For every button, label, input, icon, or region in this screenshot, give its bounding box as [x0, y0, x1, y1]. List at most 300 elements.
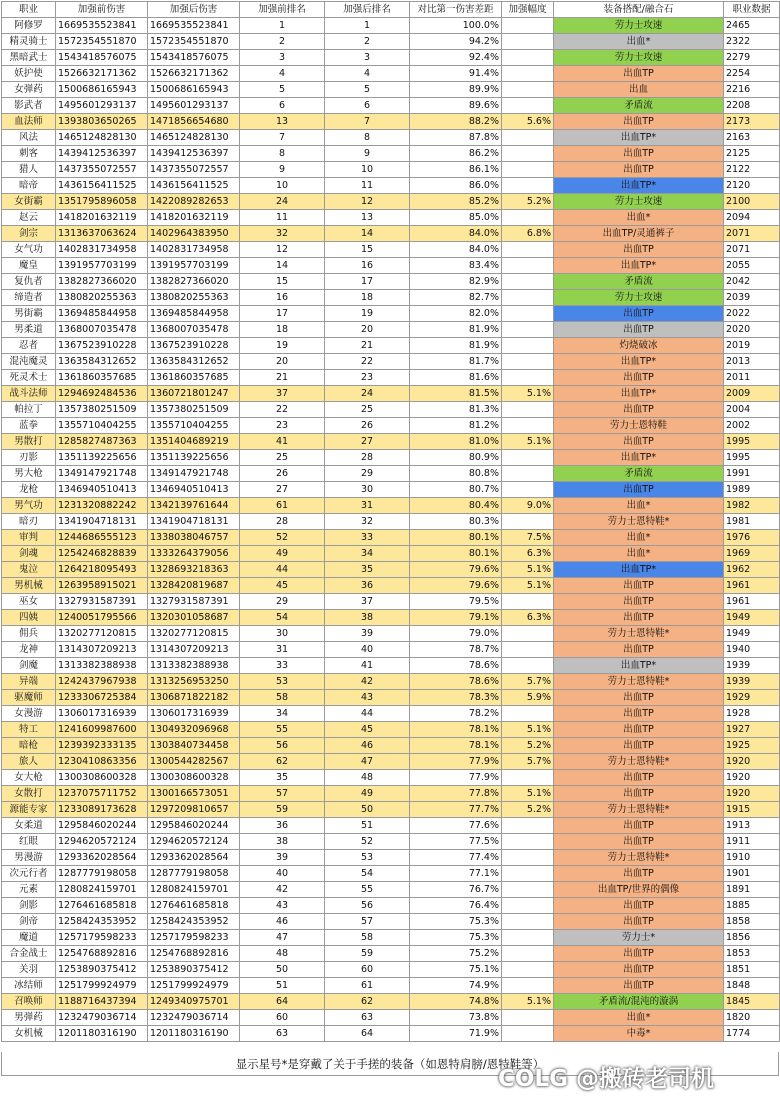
cell-equipment: 出血TP [554, 946, 724, 962]
cell-buff-percent [502, 978, 554, 994]
cell-damage-after: 1418201632119 [148, 210, 240, 226]
cell-gap-to-first: 75.2% [410, 946, 502, 962]
cell-buff-percent [502, 290, 554, 306]
cell-rank-before: 59 [240, 802, 325, 818]
cell-class: 赵云 [2, 210, 56, 226]
table-row [2, 434, 780, 450]
cell-class-score: 2465 [724, 18, 780, 34]
cell-damage-after: 1313382388938 [148, 658, 240, 674]
cell-class: 刺客 [2, 146, 56, 162]
cell-gap-to-first: 79.0% [410, 626, 502, 642]
cell-equipment: 出血TP [554, 162, 724, 178]
cell-gap-to-first: 80.8% [410, 466, 502, 482]
cell-equipment: 出血TP* [554, 450, 724, 466]
cell-equipment: 劳力士恩特鞋* [554, 754, 724, 770]
cell-damage-after: 1543418576075 [148, 50, 240, 66]
cell-rank-before: 3 [240, 50, 325, 66]
cell-equipment: 劳力士攻速 [554, 50, 724, 66]
cell-gap-to-first: 79.6% [410, 578, 502, 594]
cell-rank-after: 4 [325, 66, 410, 82]
cell-class: 红眼 [2, 834, 56, 850]
cell-damage-before: 1314307209213 [56, 642, 148, 658]
cell-rank-after: 52 [325, 834, 410, 850]
cell-class-score: 2163 [724, 130, 780, 146]
cell-equipment: 出血TP [554, 978, 724, 994]
header-gap-to-first: 对比第一伤害差距 [410, 2, 502, 18]
cell-damage-after: 1300544282567 [148, 754, 240, 770]
cell-class-score: 1939 [724, 658, 780, 674]
cell-damage-before: 1264218095493 [56, 562, 148, 578]
cell-class-score: 2002 [724, 418, 780, 434]
cell-damage-before: 1233089173628 [56, 802, 148, 818]
cell-damage-after: 1303840734458 [148, 738, 240, 754]
cell-gap-to-first: 86.0% [410, 178, 502, 194]
cell-gap-to-first: 91.4% [410, 66, 502, 82]
cell-rank-after: 10 [325, 162, 410, 178]
cell-rank-after: 36 [325, 578, 410, 594]
cell-gap-to-first: 85.0% [410, 210, 502, 226]
cell-class-score: 2216 [724, 82, 780, 98]
table-row [2, 850, 780, 866]
cell-gap-to-first: 74.9% [410, 978, 502, 994]
header-buff-percent: 加强幅度 [502, 2, 554, 18]
cell-buff-percent [502, 162, 554, 178]
table-row [2, 354, 780, 370]
cell-equipment: 劳力士恩特鞋* [554, 802, 724, 818]
cell-equipment: 出血TP [554, 242, 724, 258]
cell-gap-to-first: 73.8% [410, 1010, 502, 1026]
cell-class-score: 1961 [724, 578, 780, 594]
cell-rank-after: 23 [325, 370, 410, 386]
cell-damage-before: 1363584312652 [56, 354, 148, 370]
cell-equipment: 出血* [554, 546, 724, 562]
watermark: COLG @搬砖老司机 [498, 1066, 714, 1092]
cell-class: 女散打 [2, 786, 56, 802]
cell-class-score: 2322 [724, 34, 780, 50]
cell-rank-before: 54 [240, 610, 325, 626]
cell-rank-before: 56 [240, 738, 325, 754]
cell-buff-percent: 5.1% [502, 386, 554, 402]
cell-equipment: 出血TP [554, 770, 724, 786]
cell-rank-before: 28 [240, 514, 325, 530]
cell-damage-before: 1369485844958 [56, 306, 148, 322]
cell-rank-after: 28 [325, 450, 410, 466]
cell-rank-after: 26 [325, 418, 410, 434]
cell-rank-after: 63 [325, 1010, 410, 1026]
table-row [2, 50, 780, 66]
cell-equipment: 出血TP [554, 834, 724, 850]
cell-gap-to-first: 89.9% [410, 82, 502, 98]
cell-gap-to-first: 88.2% [410, 114, 502, 130]
cell-rank-after: 55 [325, 882, 410, 898]
cell-rank-after: 57 [325, 914, 410, 930]
cell-buff-percent: 7.5% [502, 530, 554, 546]
cell-class: 次元行者 [2, 866, 56, 882]
cell-rank-before: 6 [240, 98, 325, 114]
cell-class-score: 1910 [724, 850, 780, 866]
cell-rank-before: 61 [240, 498, 325, 514]
cell-damage-before: 1393803650265 [56, 114, 148, 130]
cell-damage-before: 1320277120815 [56, 626, 148, 642]
cell-gap-to-first: 76.4% [410, 898, 502, 914]
cell-buff-percent [502, 594, 554, 610]
cell-gap-to-first: 81.6% [410, 370, 502, 386]
cell-buff-percent [502, 1010, 554, 1026]
cell-equipment: 出血TP* [554, 258, 724, 274]
cell-rank-after: 41 [325, 658, 410, 674]
cell-damage-before: 1349147921748 [56, 466, 148, 482]
cell-damage-before: 1254768892816 [56, 946, 148, 962]
cell-damage-after: 1254768892816 [148, 946, 240, 962]
cell-rank-before: 40 [240, 866, 325, 882]
cell-gap-to-first: 80.3% [410, 514, 502, 530]
cell-class-score: 2013 [724, 354, 780, 370]
cell-rank-after: 59 [325, 946, 410, 962]
cell-equipment: 出血TP [554, 594, 724, 610]
cell-gap-to-first: 89.6% [410, 98, 502, 114]
cell-class-score: 2011 [724, 370, 780, 386]
ranking-table [1, 1, 780, 1042]
cell-class: 男柔道 [2, 322, 56, 338]
cell-rank-after: 3 [325, 50, 410, 66]
cell-buff-percent: 5.1% [502, 722, 554, 738]
cell-damage-after: 1341904718131 [148, 514, 240, 530]
cell-class-score: 1995 [724, 434, 780, 450]
cell-rank-before: 25 [240, 450, 325, 466]
cell-equipment: 出血TP [554, 818, 724, 834]
cell-rank-before: 9 [240, 162, 325, 178]
cell-class: 源能专家 [2, 802, 56, 818]
cell-buff-percent [502, 258, 554, 274]
cell-buff-percent: 5.2% [502, 194, 554, 210]
cell-rank-after: 2 [325, 34, 410, 50]
cell-damage-after: 1313256953250 [148, 674, 240, 690]
cell-buff-percent [502, 658, 554, 674]
table-row [2, 34, 780, 50]
cell-damage-after: 1300308600328 [148, 770, 240, 786]
cell-rank-after: 45 [325, 722, 410, 738]
cell-gap-to-first: 81.9% [410, 338, 502, 354]
cell-class-score: 1885 [724, 898, 780, 914]
cell-equipment: 劳力士攻速 [554, 18, 724, 34]
cell-class-score: 2055 [724, 258, 780, 274]
cell-class-score: 2042 [724, 274, 780, 290]
cell-buff-percent [502, 1026, 554, 1042]
cell-rank-before: 41 [240, 434, 325, 450]
cell-gap-to-first: 77.5% [410, 834, 502, 850]
table-row [2, 146, 780, 162]
table-row [2, 786, 780, 802]
cell-rank-before: 27 [240, 482, 325, 498]
cell-rank-after: 54 [325, 866, 410, 882]
cell-buff-percent [502, 946, 554, 962]
cell-buff-percent: 5.1% [502, 578, 554, 594]
cell-damage-after: 1402831734958 [148, 242, 240, 258]
cell-rank-before: 48 [240, 946, 325, 962]
cell-buff-percent [502, 306, 554, 322]
cell-equipment: 劳力士攻速 [554, 290, 724, 306]
cell-buff-percent [502, 642, 554, 658]
cell-rank-before: 37 [240, 386, 325, 402]
cell-buff-percent [502, 818, 554, 834]
table-row [2, 418, 780, 434]
cell-damage-before: 1368007035478 [56, 322, 148, 338]
cell-damage-before: 1351795896058 [56, 194, 148, 210]
cell-class: 暗枪 [2, 738, 56, 754]
cell-class-score: 1929 [724, 690, 780, 706]
cell-class-score: 1856 [724, 930, 780, 946]
cell-equipment: 出血TP [554, 146, 724, 162]
cell-class: 混沌魔灵 [2, 354, 56, 370]
table-row [2, 258, 780, 274]
table-row [2, 194, 780, 210]
cell-equipment: 出血TP* [554, 178, 724, 194]
cell-class-score: 1927 [724, 722, 780, 738]
cell-equipment: 出血TP [554, 306, 724, 322]
cell-buff-percent [502, 402, 554, 418]
cell-rank-before: 4 [240, 66, 325, 82]
cell-class-score: 2071 [724, 226, 780, 242]
cell-equipment: 出血* [554, 34, 724, 50]
cell-rank-before: 47 [240, 930, 325, 946]
cell-damage-before: 1543418576075 [56, 50, 148, 66]
cell-rank-after: 48 [325, 770, 410, 786]
cell-damage-after: 1495601293137 [148, 98, 240, 114]
table-row [2, 562, 780, 578]
cell-gap-to-first: 78.6% [410, 674, 502, 690]
cell-class: 合金战士 [2, 946, 56, 962]
cell-class: 冰结师 [2, 978, 56, 994]
cell-rank-before: 50 [240, 962, 325, 978]
table-row [2, 658, 780, 674]
cell-damage-before: 1230410863356 [56, 754, 148, 770]
cell-equipment: 出血TP [554, 898, 724, 914]
cell-buff-percent [502, 514, 554, 530]
cell-rank-before: 14 [240, 258, 325, 274]
cell-class-score: 2004 [724, 402, 780, 418]
cell-rank-before: 12 [240, 242, 325, 258]
cell-equipment: 矛盾流 [554, 466, 724, 482]
cell-equipment: 出血TP [554, 690, 724, 706]
cell-damage-after: 1258424353952 [148, 914, 240, 930]
cell-damage-after: 1314307209213 [148, 642, 240, 658]
cell-buff-percent [502, 706, 554, 722]
cell-gap-to-first: 74.8% [410, 994, 502, 1010]
cell-gap-to-first: 77.9% [410, 754, 502, 770]
cell-damage-before: 1327931587391 [56, 594, 148, 610]
table-row [2, 482, 780, 498]
cell-rank-after: 64 [325, 1026, 410, 1042]
table-row [2, 530, 780, 546]
cell-equipment: 出血TP* [554, 386, 724, 402]
cell-buff-percent [502, 98, 554, 114]
cell-class-score: 2094 [724, 210, 780, 226]
cell-damage-before: 1287779198058 [56, 866, 148, 882]
cell-damage-before: 1280824159701 [56, 882, 148, 898]
cell-equipment: 出血TP [554, 322, 724, 338]
cell-rank-after: 8 [325, 130, 410, 146]
cell-damage-after: 1328693218363 [148, 562, 240, 578]
cell-class: 男漫游 [2, 850, 56, 866]
cell-class: 男大枪 [2, 466, 56, 482]
cell-damage-after: 1363584312652 [148, 354, 240, 370]
cell-rank-before: 32 [240, 226, 325, 242]
cell-rank-after: 40 [325, 642, 410, 658]
cell-buff-percent [502, 50, 554, 66]
cell-damage-before: 1233306725384 [56, 690, 148, 706]
cell-class: 死灵术士 [2, 370, 56, 386]
cell-buff-percent [502, 770, 554, 786]
cell-rank-after: 60 [325, 962, 410, 978]
cell-rank-after: 38 [325, 610, 410, 626]
cell-buff-percent [502, 66, 554, 82]
table-row [2, 706, 780, 722]
table-row [2, 290, 780, 306]
cell-buff-percent [502, 322, 554, 338]
table-row [2, 866, 780, 882]
table-row [2, 610, 780, 626]
table-row [2, 402, 780, 418]
cell-equipment: 出血TP [554, 578, 724, 594]
table-row [2, 770, 780, 786]
cell-rank-after: 29 [325, 466, 410, 482]
cell-gap-to-first: 76.7% [410, 882, 502, 898]
cell-damage-after: 1357380251509 [148, 402, 240, 418]
cell-rank-after: 16 [325, 258, 410, 274]
cell-damage-before: 1306017316939 [56, 706, 148, 722]
cell-rank-before: 29 [240, 594, 325, 610]
table-row [2, 306, 780, 322]
cell-rank-after: 6 [325, 98, 410, 114]
cell-gap-to-first: 77.1% [410, 866, 502, 882]
cell-class-score: 2100 [724, 194, 780, 210]
cell-buff-percent [502, 146, 554, 162]
cell-rank-before: 53 [240, 674, 325, 690]
cell-equipment: 矛盾流 [554, 274, 724, 290]
cell-damage-after: 1380820255363 [148, 290, 240, 306]
cell-gap-to-first: 77.6% [410, 818, 502, 834]
cell-equipment: 出血TP [554, 402, 724, 418]
cell-class-score: 1969 [724, 546, 780, 562]
cell-buff-percent [502, 210, 554, 226]
cell-class-score: 2009 [724, 386, 780, 402]
cell-buff-percent: 5.2% [502, 738, 554, 754]
cell-gap-to-first: 84.0% [410, 226, 502, 242]
cell-damage-before: 1436156411525 [56, 178, 148, 194]
cell-damage-after: 1439412536397 [148, 146, 240, 162]
cell-gap-to-first: 78.2% [410, 706, 502, 722]
cell-rank-after: 34 [325, 546, 410, 562]
table-row [2, 1010, 780, 1026]
table-row [2, 178, 780, 194]
cell-rank-after: 21 [325, 338, 410, 354]
header-class-score: 职业数据 [724, 2, 780, 18]
table-row [2, 962, 780, 978]
cell-buff-percent: 5.1% [502, 434, 554, 450]
cell-rank-before: 60 [240, 1010, 325, 1026]
cell-gap-to-first: 79.1% [410, 610, 502, 626]
cell-class-score: 2020 [724, 322, 780, 338]
cell-gap-to-first: 78.1% [410, 722, 502, 738]
cell-equipment: 出血* [554, 1010, 724, 1026]
cell-damage-after: 1436156411525 [148, 178, 240, 194]
cell-class: 男气功 [2, 498, 56, 514]
cell-gap-to-first: 82.0% [410, 306, 502, 322]
table-row [2, 370, 780, 386]
cell-buff-percent: 5.7% [502, 674, 554, 690]
cell-rank-after: 62 [325, 994, 410, 1010]
cell-class-score: 1920 [724, 786, 780, 802]
cell-damage-before: 1500686165943 [56, 82, 148, 98]
table-row [2, 818, 780, 834]
cell-rank-before: 20 [240, 354, 325, 370]
cell-damage-after: 1320301058687 [148, 610, 240, 626]
cell-rank-before: 22 [240, 402, 325, 418]
cell-class-score: 1774 [724, 1026, 780, 1042]
cell-class-score: 1961 [724, 594, 780, 610]
cell-class-score: 2022 [724, 306, 780, 322]
cell-gap-to-first: 82.7% [410, 290, 502, 306]
cell-damage-before: 1240051795566 [56, 610, 148, 626]
cell-damage-after: 1351404689219 [148, 434, 240, 450]
cell-damage-before: 1258424353952 [56, 914, 148, 930]
cell-damage-after: 1422089282653 [148, 194, 240, 210]
cell-damage-after: 1276461685818 [148, 898, 240, 914]
cell-gap-to-first: 80.7% [410, 482, 502, 498]
cell-rank-before: 24 [240, 194, 325, 210]
cell-equipment: 劳力士恩特鞋* [554, 850, 724, 866]
cell-class-score: 1820 [724, 1010, 780, 1026]
cell-equipment: 劳力士攻速 [554, 194, 724, 210]
cell-class: 元素 [2, 882, 56, 898]
cell-damage-after: 1306017316939 [148, 706, 240, 722]
header-damage-after: 加强后伤害 [148, 2, 240, 18]
cell-buff-percent [502, 82, 554, 98]
cell-class: 关羽 [2, 962, 56, 978]
cell-rank-before: 31 [240, 642, 325, 658]
cell-equipment: 劳力士恩特鞋* [554, 514, 724, 530]
cell-class-score: 2019 [724, 338, 780, 354]
cell-class: 黑暗武士 [2, 50, 56, 66]
cell-rank-after: 17 [325, 274, 410, 290]
cell-damage-before: 1418201632119 [56, 210, 148, 226]
cell-class-score: 2208 [724, 98, 780, 114]
cell-equipment: 出血TP* [554, 562, 724, 578]
cell-damage-before: 1351139225656 [56, 450, 148, 466]
cell-rank-after: 31 [325, 498, 410, 514]
header-damage-before: 加强前伤害 [56, 2, 148, 18]
cell-gap-to-first: 79.6% [410, 562, 502, 578]
cell-damage-after: 1201180316190 [148, 1026, 240, 1042]
cell-damage-before: 1346940510413 [56, 482, 148, 498]
cell-damage-before: 1437355072557 [56, 162, 148, 178]
cell-rank-after: 37 [325, 594, 410, 610]
cell-class-score: 1982 [724, 498, 780, 514]
cell-damage-before: 1241609987600 [56, 722, 148, 738]
cell-rank-after: 30 [325, 482, 410, 498]
cell-damage-after: 1249340975701 [148, 994, 240, 1010]
cell-equipment: 出血TP* [554, 354, 724, 370]
cell-equipment: 出血TP [554, 914, 724, 930]
cell-equipment: 出血TP [554, 642, 724, 658]
table-row [2, 914, 780, 930]
cell-rank-after: 39 [325, 626, 410, 642]
cell-class: 战斗法师 [2, 386, 56, 402]
cell-rank-after: 12 [325, 194, 410, 210]
table-row [2, 114, 780, 130]
cell-damage-before: 1285827487363 [56, 434, 148, 450]
cell-damage-before: 1526632171362 [56, 66, 148, 82]
